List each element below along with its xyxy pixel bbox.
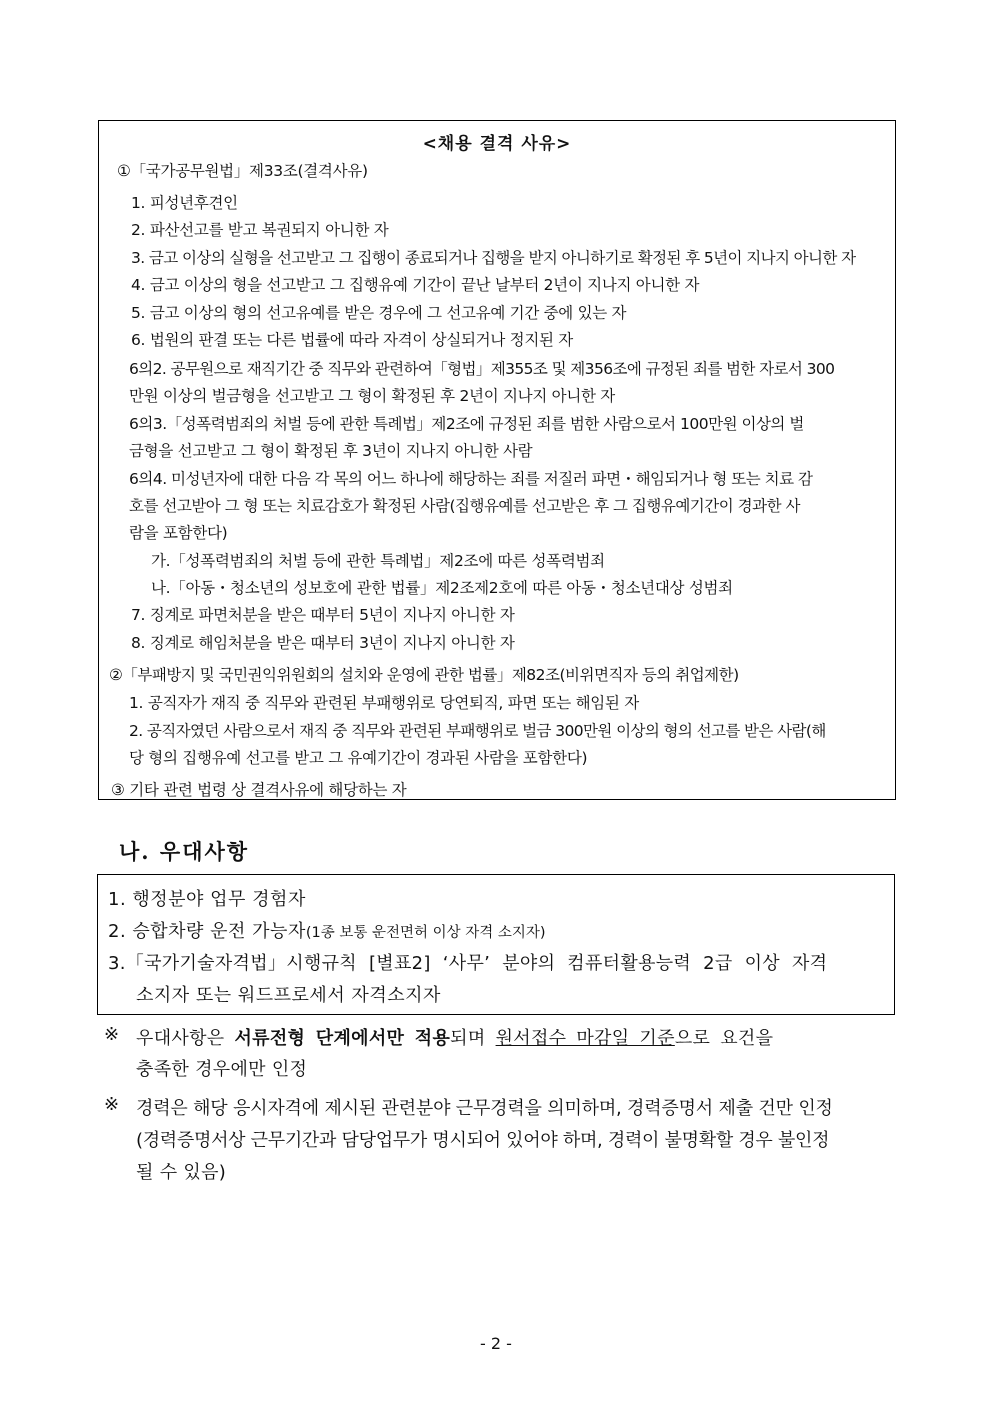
section-2-heading: ②「부패방지 및 국민권익위원회의 설치와 운영에 관한 법률」제82조(비위면직자 등의 취업제한) — [109, 666, 739, 684]
item-6-4-line-1: 6의4. 미성년자에 대한 다음 각 목의 어느 하나에 해당하는 죄를 저질러 파면・해임되거나 형 또는 치료 감 — [129, 470, 813, 488]
item-5: 5. 금고 이상의 형의 선고유예를 받은 경우에 그 선고유예 기간 중에 있는 자 — [131, 304, 627, 322]
section-2-item-2-line-2: 당 형의 집행유예 선고를 받고 그 유예기간이 경과된 사람을 포함한다) — [129, 749, 588, 767]
note-1-mark: ※ — [104, 1024, 120, 1045]
note-2-line-3: 될 수 있음) — [136, 1162, 227, 1183]
item-6-4-line-3: 람을 포함한다) — [129, 524, 228, 542]
disqualification-box — [98, 120, 896, 800]
section-heading: 나. 우대사항 — [119, 839, 250, 864]
item-3: 3. 금고 이상의 실형을 선고받고 그 집행이 종료되거나 집행을 받지 아니하기로 확정된 후 5년이 지나지 아니한 자 — [131, 249, 856, 267]
item-6-3-line-2: 금형을 선고받고 그 형이 확정된 후 3년이 지나지 아니한 사람 — [129, 442, 533, 460]
preference-2-note: (1종 보통 운전면허 이상 자격 소지자) — [305, 925, 546, 941]
item-2: 2. 파산선고를 받고 복권되지 아니한 자 — [131, 221, 389, 239]
item-4: 4. 금고 이상의 형을 선고받고 그 집행유예 기간이 끝난 날부터 2년이 지나지 아니한 자 — [131, 276, 700, 294]
section-1-heading: ①「국가공무원법」제33조(결격사유) — [117, 162, 368, 180]
box-title: <채용 결격 사유> — [422, 134, 572, 154]
preference-2-main: 2. 승합차량 운전 가능자 — [108, 921, 306, 942]
item-6-4-line-2: 호를 선고받아 그 형 또는 치료감호가 확정된 사람(집행유예를 선고받은 후 그 집행유예기간이 경과한 사 — [129, 497, 800, 515]
section-2-item-2-line-1: 2. 공직자였던 사람으로서 재직 중 직무와 관련된 부패행위로 벌금 300만원 이상의 형의 선고를 받은 사람(해 — [129, 722, 826, 740]
preference-1: 1. 행정분야 업무 경험자 — [108, 889, 306, 910]
item-6: 6. 법원의 판결 또는 다른 법률에 따라 자격이 상실되거나 정지된 자 — [131, 331, 573, 349]
item-6-3-line-1: 6의3.「성폭력범죄의 처벌 등에 관한 특례법」제2조에 규정된 죄를 범한 사람으로서 100만원 이상의 벌 — [129, 415, 804, 433]
preference-box — [97, 874, 895, 1015]
preference-3-line-1: 3.「국가기술자격법」시행규칙 [별표2] ‘사무’ 분야의 컴퓨터활용능력 2급 이상 자격 — [108, 953, 828, 974]
item-8: 8. 징계로 해임처분을 받은 때부터 3년이 지나지 아니한 자 — [131, 634, 515, 652]
page-number: - 2 - — [480, 1334, 512, 1353]
note-2-line-2: (경력증명서상 근무기간과 담당업무가 명시되어 있어야 하며, 경력이 불명확할 경우 불인정 — [136, 1130, 830, 1151]
item-6-4-na: 나.「아동・청소년의 성보호에 관한 법률」제2조제2호에 따른 아동・청소년대상 성범죄 — [151, 579, 733, 597]
note-1-text-a: 우대사항은 — [136, 1028, 235, 1049]
item-6-2-line-2: 만원 이상의 벌금형을 선고받고 그 형이 확정된 후 2년이 지나지 아니한 자 — [129, 387, 615, 405]
section-3: ③ 기타 관련 법령 상 결격사유에 해당하는 자 — [111, 781, 407, 799]
section-2-item-1: 1. 공직자가 재직 중 직무와 관련된 부패행위로 당연퇴직, 파면 또는 해임된 자 — [129, 694, 639, 712]
note-1-text-e: 으로 요건을 — [674, 1028, 774, 1049]
item-6-4-ga: 가.「성폭력범죄의 처벌 등에 관한 특례법」제2조에 따른 성폭력범죄 — [151, 552, 605, 570]
item-1: 1. 피성년후견인 — [131, 194, 238, 212]
item-7: 7. 징계로 파면처분을 받은 때부터 5년이 지나지 아니한 자 — [131, 606, 515, 624]
preference-3-line-2: 소지자 또는 워드프로세서 자격소지자 — [136, 985, 441, 1006]
note-1-text-c: 되며 — [450, 1028, 496, 1049]
note-1-line-1 — [136, 1024, 773, 1050]
note-1-bold: 서류전형 단계에서만 적용 — [234, 1028, 451, 1049]
note-2-line-1: 경력은 해당 응시자격에 제시된 관련분야 근무경력을 의미하며, 경력증명서 제출 건만 인정 — [136, 1098, 833, 1119]
note-2-mark: ※ — [104, 1094, 120, 1115]
preference-2 — [108, 917, 546, 943]
note-1-line-2: 충족한 경우에만 인정 — [136, 1059, 308, 1080]
note-1-underline: 원서접수 마감일 기준 — [495, 1028, 675, 1049]
item-6-2-line-1: 6의2. 공무원으로 재직기간 중 직무와 관련하여「형법」제355조 및 제356조에 규정된 죄를 범한 자로서 300 — [129, 360, 835, 378]
